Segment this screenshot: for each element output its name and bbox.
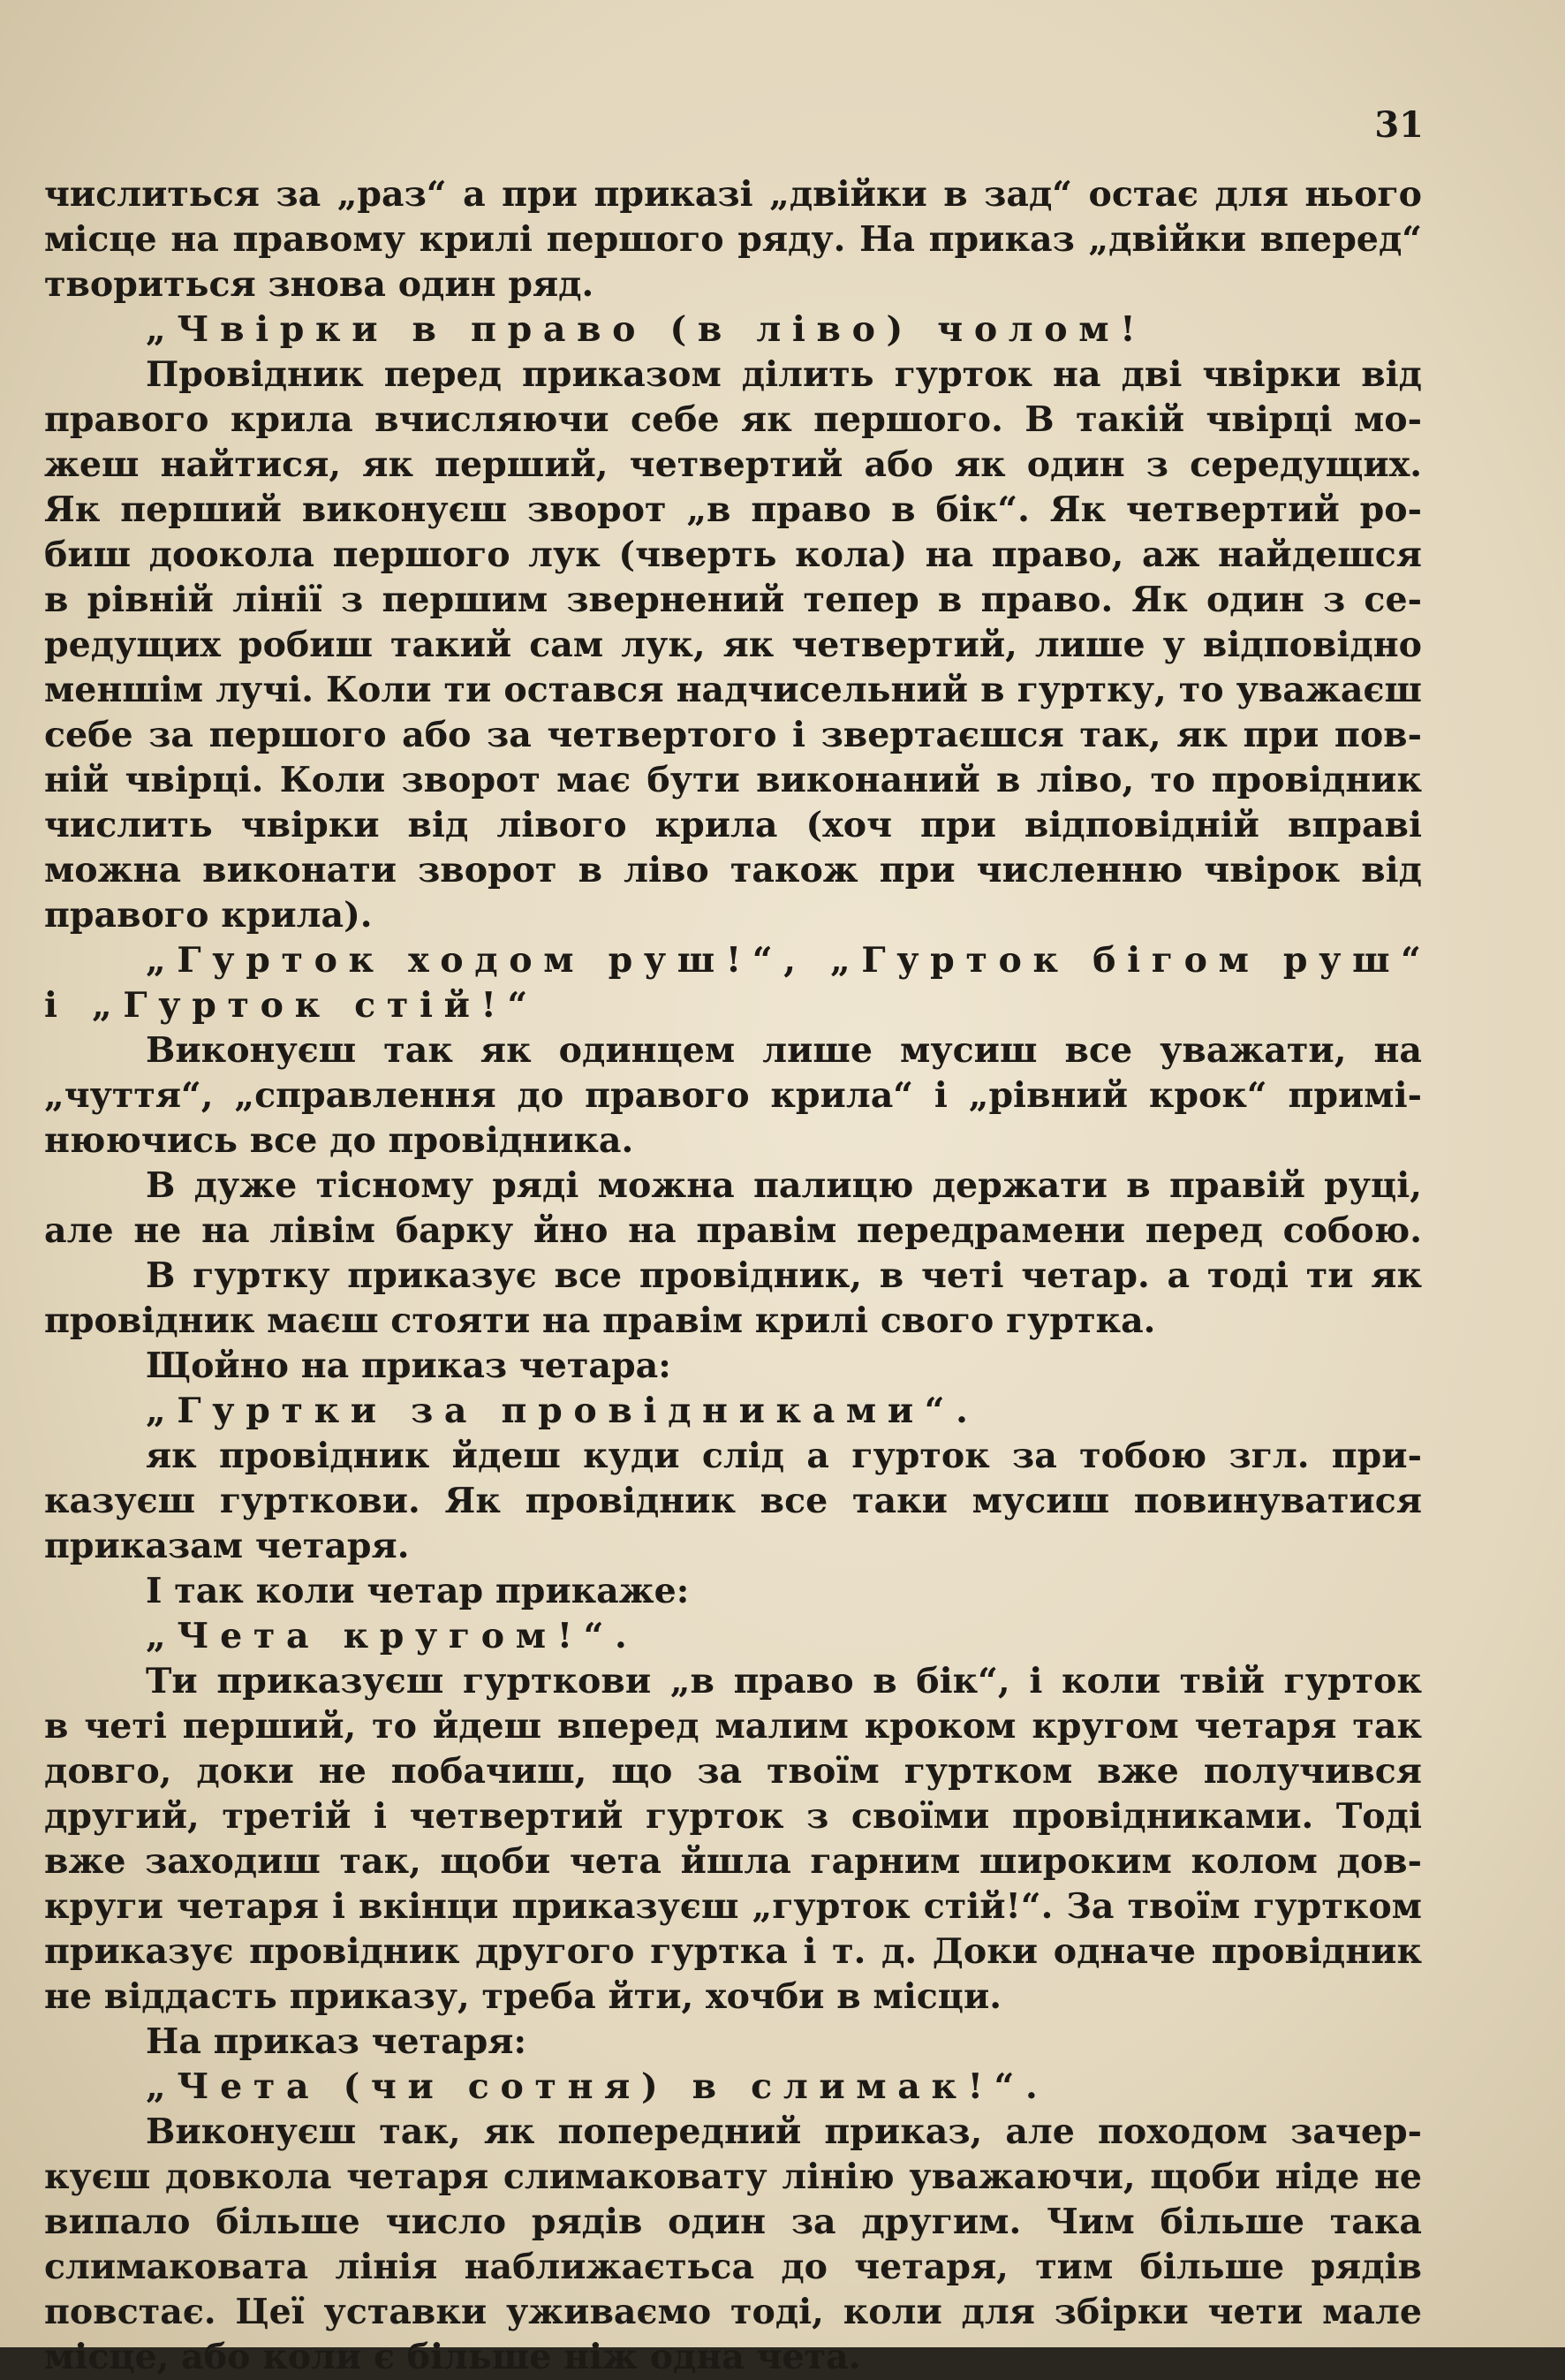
- text-line: провідник маєш стояти на правім крилі свого гуртка.: [44, 1300, 1156, 1341]
- text-line: В дуже тісному ряді можна палицю держати в правій руці,: [146, 1165, 1422, 1206]
- text-line: „чуття“, „справлення до правого крила“ і „рівний крок“ примі-: [44, 1075, 1422, 1116]
- text-line: ній чвірці. Коли зворот має бути виконаний в ліво, то провідник: [44, 760, 1422, 800]
- text-line: „Гуртки за провідниками“.: [146, 1391, 979, 1431]
- text-line: як провідник йдеш куди слід а гурток за тобою згл. при-: [146, 1436, 1422, 1476]
- body-text: [44, 172, 1433, 2380]
- text-line: жеш найтися, як перший, четвертий або як один з середущих.: [44, 444, 1422, 485]
- text-line: не віддасть приказу, треба йти, хочби в місци.: [44, 1976, 1002, 2017]
- text-line: числиться за „раз“ а при приказі „двійки в зад“ остає для нього: [44, 174, 1422, 215]
- text-line: На приказ четаря:: [146, 2021, 527, 2062]
- text-line: випало більше число рядів один за другим. Чим більше така: [44, 2202, 1422, 2242]
- text-line: „Чета кругом!“.: [146, 1616, 639, 1656]
- page-number: 31: [1374, 104, 1424, 146]
- text-line: місце на правому крилі першого ряду. На приказ „двійки вперед“: [44, 219, 1422, 260]
- text-line: Виконуєш так, як попередний приказ, але походом зачер-: [146, 2111, 1422, 2152]
- text-line: довго, доки не побачиш, що за твоїм гуртком вже получився: [44, 1751, 1422, 1792]
- text-line: І так коли четар прикаже:: [146, 1571, 690, 1611]
- text-line: повстає. Цеї уставки уживаємо тоді, коли для збірки чети мале: [44, 2292, 1422, 2332]
- text-line: меншім лучі. Коли ти остався надчисельний в гуртку, то уважаєш: [44, 670, 1422, 710]
- text-line: редущих робиш такий сам лук, як четвертий, лише у відповідно: [44, 625, 1422, 665]
- text-line: правого крила вчисляючи себе як першого. В такій чвірці мо-: [44, 399, 1422, 440]
- text-line: і „Гурток стій!“: [44, 985, 539, 1026]
- text-line: круги четаря і вкінци приказуєш „гурток стій!“. За твоїм гуртком: [44, 1886, 1422, 1927]
- text-line: в четі перший, то йдеш вперед малим кроком кругом четаря так: [44, 1706, 1422, 1747]
- text-line: нюючись все до провідника.: [44, 1120, 634, 1161]
- text-line: Щойно на приказ четара:: [146, 1345, 671, 1386]
- text-line: другий, третій і четвертий гурток з своїми провідниками. Тоді: [44, 1796, 1422, 1837]
- text-line: але не на лівім барку йно на правім передрамени перед собою.: [44, 1210, 1422, 1251]
- text-line: казуєш гурткови. Як провідник все таки мусиш повинуватися: [44, 1481, 1422, 1521]
- text-line: місце, або коли є більше ніж одна чета.: [44, 2337, 861, 2377]
- text-line: вже заходиш так, щоби чета йшла гарним широким колом дов-: [44, 1841, 1422, 1882]
- text-line: Як перший виконуєш зворот „в право в бік“. Як четвертий ро-: [44, 489, 1422, 530]
- text-line: „Чвірки в право (в ліво) чолом!: [146, 309, 1147, 350]
- text-line: можна виконати зворот в ліво також при численню чвірок від: [44, 850, 1422, 891]
- text-line: куєш довкола четаря слимаковату лінію уважаючи, щоби ніде не: [44, 2156, 1422, 2197]
- text-line: Провідник перед приказом ділить гурток на дві чвірки від: [146, 354, 1422, 395]
- text-line: твориться знова один ряд.: [44, 264, 594, 305]
- text-line: слимаковата лінія наближаєтьса до четаря, тим більше рядів: [44, 2247, 1422, 2287]
- text-line: приказам четаря.: [44, 1526, 410, 1566]
- text-line: „Гурток ходом руш!“, „Гурток бігом руш“: [146, 940, 1433, 981]
- text-line: В гуртку приказує все провідник, в четі четар. а тоді ти як: [146, 1255, 1422, 1296]
- text-line: биш доокола першого лук (чверть кола) на право, аж найдешся: [44, 534, 1422, 575]
- text-line: числить чвірки від лівого крила (хоч при відповідній вправі: [44, 805, 1422, 845]
- text-line: „Чета (чи сотня) в слимак!“.: [146, 2066, 1049, 2107]
- text-line: приказує провідник другого гуртка і т. д. Доки одначе провідник: [44, 1931, 1422, 1972]
- text-line: в рівній лінії з першим звернений тепер в право. Як один з се-: [44, 580, 1422, 620]
- text-line: Ти приказуєш гурткови „в право в бік“, і коли твій гурток: [146, 1661, 1422, 1702]
- text-line: себе за першого або за четвертого і звертаєшся так, як при пов-: [44, 715, 1422, 755]
- text-line: правого крила).: [44, 895, 373, 936]
- text-line: Виконуєш так як одинцем лише мусиш все уважати, на: [146, 1030, 1422, 1071]
